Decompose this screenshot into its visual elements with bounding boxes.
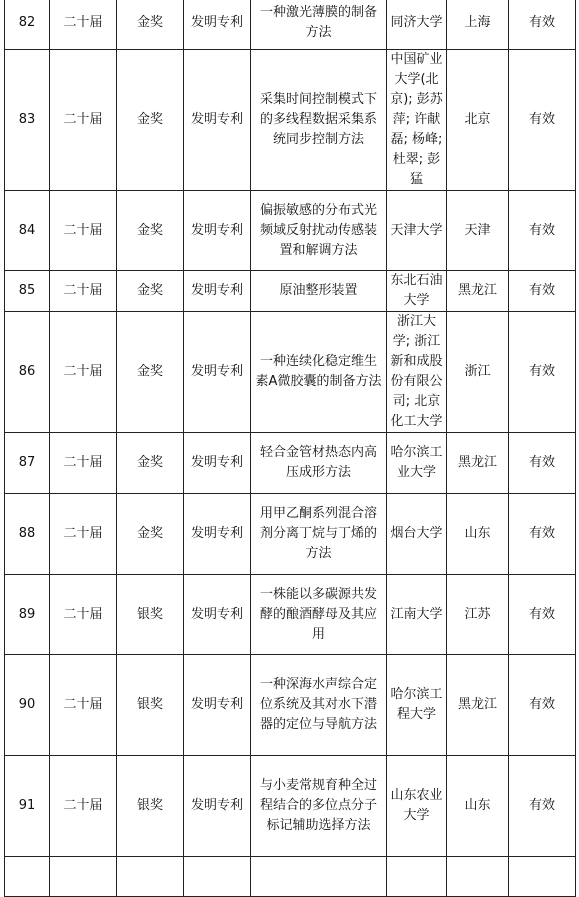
cell-session: 二十届 (50, 0, 117, 50)
cell-number: 85 (5, 271, 50, 312)
cell-status: 有效 (509, 312, 576, 433)
cell-patent-type: 发明专利 (184, 756, 251, 857)
cell-award: 银奖 (117, 756, 184, 857)
cell-award: 金奖 (117, 494, 184, 575)
cell-patent-name: 一种深海水声综合定位系统及其对水下潜器的定位与导航方法 (251, 655, 387, 756)
table-row (5, 756, 576, 857)
cell-session: 二十届 (50, 575, 117, 655)
table-row (5, 0, 576, 50)
cell-award (117, 857, 184, 897)
cell-patent-type: 发明专利 (184, 433, 251, 494)
cell-patent-name: 一种激光薄膜的制备方法 (251, 0, 387, 50)
cell-status: 有效 (509, 191, 576, 271)
award-table (4, 0, 576, 897)
cell-patent-type: 发明专利 (184, 271, 251, 312)
cell-status: 有效 (509, 494, 576, 575)
cell-number (5, 857, 50, 897)
cell-status: 有效 (509, 50, 576, 191)
table-row (5, 271, 576, 312)
cell-number: 82 (5, 0, 50, 50)
cell-session: 二十届 (50, 433, 117, 494)
cell-unit: 烟台大学 (387, 494, 447, 575)
cell-session: 二十届 (50, 655, 117, 756)
cell-number: 90 (5, 655, 50, 756)
cell-award: 金奖 (117, 0, 184, 50)
cell-status: 有效 (509, 271, 576, 312)
cell-patent-type: 发明专利 (184, 0, 251, 50)
cell-patent-name: 采集时间控制模式下的多线程数据采集系统同步控制方法 (251, 50, 387, 191)
cell-region: 黑龙江 (447, 271, 509, 312)
cell-number: 89 (5, 575, 50, 655)
cell-unit: 浙江大学; 浙江新和成股份有限公司; 北京化工大学 (387, 312, 447, 433)
cell-patent-name: 一株能以多碳源共发酵的酿酒酵母及其应用 (251, 575, 387, 655)
cell-patent-type: 发明专利 (184, 191, 251, 271)
cell-session: 二十届 (50, 50, 117, 191)
cell-region: 浙江 (447, 312, 509, 433)
table-row (5, 575, 576, 655)
cell-region: 山东 (447, 494, 509, 575)
cell-award: 金奖 (117, 50, 184, 191)
cell-session (50, 857, 117, 897)
cell-patent-name: 用甲乙酮系列混合溶剂分离丁烷与丁烯的方法 (251, 494, 387, 575)
cell-number: 86 (5, 312, 50, 433)
cell-status: 有效 (509, 655, 576, 756)
cell-number: 84 (5, 191, 50, 271)
cell-status (509, 857, 576, 897)
cell-number: 88 (5, 494, 50, 575)
table-row (5, 312, 576, 433)
cell-session: 二十届 (50, 494, 117, 575)
cell-patent-name (251, 857, 387, 897)
table-row (5, 433, 576, 494)
table-row (5, 655, 576, 756)
cell-region: 上海 (447, 0, 509, 50)
cell-region: 江苏 (447, 575, 509, 655)
cell-region: 北京 (447, 50, 509, 191)
cell-patent-name: 与小麦常规育种全过程结合的多位点分子标记辅助选择方法 (251, 756, 387, 857)
cell-patent-type (184, 857, 251, 897)
cell-award: 金奖 (117, 312, 184, 433)
cell-region: 山东 (447, 756, 509, 857)
cell-status: 有效 (509, 0, 576, 50)
cell-status: 有效 (509, 575, 576, 655)
cell-award: 金奖 (117, 271, 184, 312)
cell-region: 黑龙江 (447, 433, 509, 494)
cell-unit: 天津大学 (387, 191, 447, 271)
cell-unit: 同济大学 (387, 0, 447, 50)
cell-number: 91 (5, 756, 50, 857)
table-row (5, 494, 576, 575)
cell-patent-name: 一种连续化稳定维生素A微胶囊的制备方法 (251, 312, 387, 433)
cell-award: 金奖 (117, 191, 184, 271)
cell-unit (387, 857, 447, 897)
table-row (5, 857, 576, 897)
cell-patent-type: 发明专利 (184, 655, 251, 756)
cell-patent-type: 发明专利 (184, 575, 251, 655)
cell-number: 83 (5, 50, 50, 191)
cell-unit: 江南大学 (387, 575, 447, 655)
cell-status: 有效 (509, 433, 576, 494)
cell-unit: 哈尔滨工业大学 (387, 433, 447, 494)
cell-region (447, 857, 509, 897)
cell-patent-name: 原油整形装置 (251, 271, 387, 312)
cell-session: 二十届 (50, 191, 117, 271)
cell-region: 黑龙江 (447, 655, 509, 756)
cell-award: 银奖 (117, 575, 184, 655)
cell-session: 二十届 (50, 312, 117, 433)
cell-patent-type: 发明专利 (184, 312, 251, 433)
cell-patent-type: 发明专利 (184, 494, 251, 575)
table-row (5, 191, 576, 271)
table-row (5, 50, 576, 191)
cell-region: 天津 (447, 191, 509, 271)
cell-unit: 东北石油大学 (387, 271, 447, 312)
cell-session: 二十届 (50, 271, 117, 312)
cell-unit: 哈尔滨工程大学 (387, 655, 447, 756)
cell-number: 87 (5, 433, 50, 494)
cell-patent-type: 发明专利 (184, 50, 251, 191)
cell-award: 金奖 (117, 433, 184, 494)
cell-unit: 中国矿业大学(北京); 彭苏萍; 许献磊; 杨峰; 杜翠; 彭猛 (387, 50, 447, 191)
award-table-body (5, 0, 576, 897)
cell-unit: 山东农业大学 (387, 756, 447, 857)
cell-award: 银奖 (117, 655, 184, 756)
cell-status: 有效 (509, 756, 576, 857)
cell-patent-name: 偏振敏感的分布式光频域反射扰动传感装置和解调方法 (251, 191, 387, 271)
cell-session: 二十届 (50, 756, 117, 857)
cell-patent-name: 轻合金管材热态内高压成形方法 (251, 433, 387, 494)
